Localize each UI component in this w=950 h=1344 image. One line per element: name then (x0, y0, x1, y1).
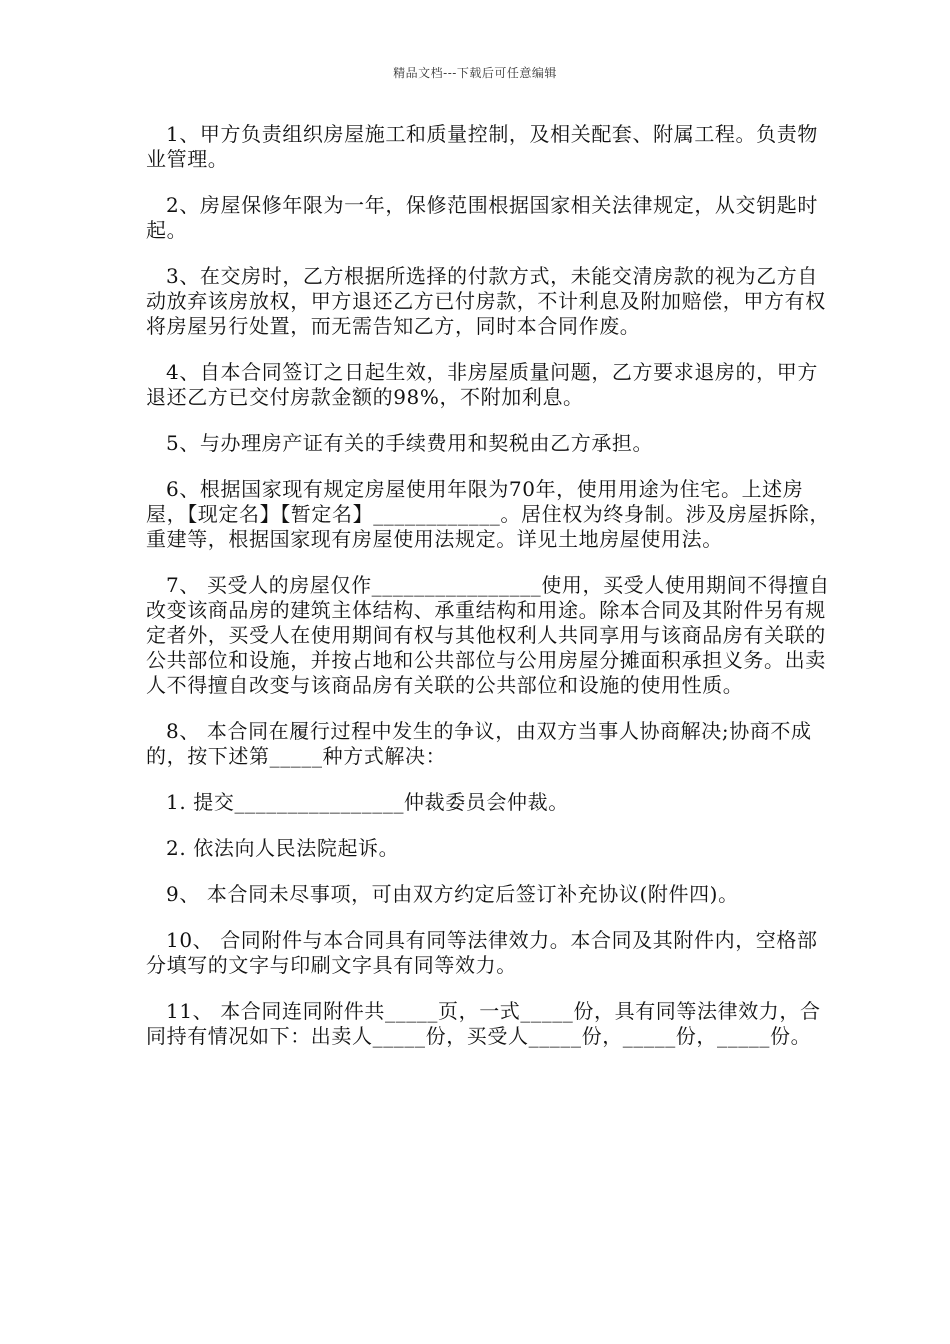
clause-8-option-1: 1. 提交________________仲裁委员会仲裁。 (166, 790, 569, 814)
clause-11: 11、 本合同连同附件共_____页，一式_____份，具有同等法律效力，合同持有情况如下：出卖人_____份，买受人_____份，_____份，_____份。 (146, 999, 821, 1048)
page-header: 精品文档---下载后可任意编辑 (393, 66, 557, 80)
clause-7: 7、 买受人的房屋仅作________________使用，买受人使用期间不得擅自改变该商品房的建筑主体结构、承重结构和用途。除本合同及其附件另有规定者外，买受人在使用期间有权与其他权利人共同享用与该商品房有关联的公共部位和设施，并按占地和公共部位与公用房屋分摊面积承担义务。出卖人不得擅自改变与该商品房有关联的公共部位和设施的使用性质。 (146, 573, 830, 697)
clause-8: 8、 本合同在履行过程中发生的争议，由双方当事人协商解决;协商不成的，按下述第_____种方式解决： (146, 719, 812, 768)
clause-4: 4、自本合同签订之日起生效，非房屋质量问题，乙方要求退房的，甲方退还乙方已交付房款金额的98%，不附加利息。 (146, 360, 818, 409)
clause-1: 1、甲方负责组织房屋施工和质量控制，及相关配套、附属工程。负责物业管理。 (146, 122, 818, 171)
document-body (146, 122, 836, 1070)
clause-6: 6、根据国家现有规定房屋使用年限为70年，使用用途为住宅。上述房屋，【现定名】【暂定名】____________。居住权为终身制。涉及房屋拆除，重建等，根据国家现有房屋使用法规定。详见土地房屋使用法。 (146, 477, 830, 551)
clause-5: 5、与办理房产证有关的手续费用和契税由乙方承担。 (166, 431, 654, 455)
clause-2: 2、房屋保修年限为一年，保修范围根据国家相关法律规定，从交钥匙时起。 (146, 193, 818, 242)
clause-3: 3、在交房时，乙方根据所选择的付款方式，未能交清房款的视为乙方自动放弃该房放权，甲方退还乙方已付房款，不计利息及附加赔偿，甲方有权将房屋另行处置，而无需告知乙方，同时本合同作废。 (146, 264, 826, 338)
clause-10: 10、 合同附件与本合同具有同等法律效力。本合同及其附件内，空格部分填写的文字与印刷文字具有同等效力。 (146, 928, 818, 977)
clause-8-option-2: 2. 依法向人民法院起诉。 (166, 836, 400, 860)
clause-9: 9、 本合同未尽事项，可由双方约定后签订补充协议(附件四)。 (166, 882, 739, 906)
